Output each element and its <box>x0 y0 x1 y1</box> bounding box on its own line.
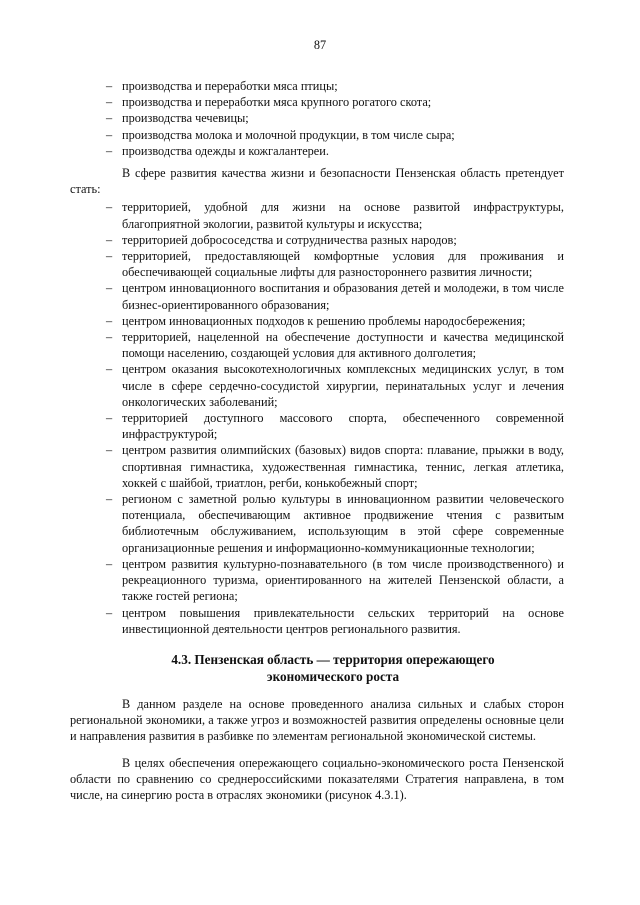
list-item: – центром инновационных подходов к решению проблемы народосбережения; <box>106 313 526 328</box>
body-paragraph-2: В целях обеспечения опережающего социально-экономического роста Пензенской области по сравнению со среднероссийскими показателями Стратегия направлена, в том числе, на синергию роста в отраслях экономики (рисунок 4.3.1). <box>70 755 564 802</box>
dash-marker: – <box>106 232 113 247</box>
section-heading-line-2: экономического роста <box>266 669 400 685</box>
dash-marker: – <box>106 411 113 426</box>
list-item: – производства одежды и кожгалантереи. <box>106 143 329 158</box>
list-item: – центром развития олимпийских (базовых) видов спорта: плавание, прыжки в воду, спортивная гимнастика, художественная гимнастика, теннис, легкая атлетика, хоккей с шайбой, триатлон, регби, конькобежный спорт; <box>106 443 564 490</box>
list-item: – территорией добрососедства и сотрудничества разных народов; <box>106 232 457 247</box>
list-item: – производства молока и молочной продукции, в том числе сыра; <box>106 127 455 142</box>
dash-marker: – <box>106 143 113 158</box>
list-item: – центром развития культурно-познавательного (в том числе производственного) и рекреационного туризма, ориентированного на жителей Пензенской области, а также гостей региона; <box>106 556 564 604</box>
dash-marker: – <box>106 556 113 571</box>
dash-marker: – <box>106 200 113 215</box>
quality-of-life-list <box>102 199 564 636</box>
dash-marker: – <box>106 249 113 264</box>
dash-marker: – <box>106 492 113 507</box>
page-number: 87 <box>313 38 327 52</box>
dash-marker: – <box>106 281 113 296</box>
list-item: – территорией, предоставляющей комфортные условия для проживания и обеспечивающей социальные лифты для разностороннего развития личности; <box>106 249 564 280</box>
list-item: – центром инновационного воспитания и образования детей и молодежи, в том числе бизнес-ориентированного образования; <box>106 281 564 312</box>
list-item: – производства чечевицы; <box>106 111 249 126</box>
dash-marker: – <box>106 443 113 458</box>
list-item: – центром оказания высокотехнологичных комплексных медицинских услуг, в том числе в сфере сердечно-сосудистой хирургии, перинатальных услуг и лечения онкологических заболеваний; <box>106 362 564 409</box>
list-item: – территорией, удобной для жизни на основе развитой инфраструктуры, благоприятной экологии, развитой культуры и искусства; <box>106 200 564 231</box>
list-item: – территорией, нацеленной на обеспечение доступности и качества медицинской помощи населению, создающей условия для активного долголетия; <box>106 330 564 361</box>
list-item: – производства и переработки мяса птицы; <box>106 79 338 93</box>
list-item: – производства и переработки мяса крупного рогатого скота; <box>106 95 432 110</box>
dash-marker: – <box>106 95 113 110</box>
dash-marker: – <box>106 362 113 377</box>
page-content <box>70 78 564 803</box>
dash-marker: – <box>106 605 113 620</box>
section-heading <box>102 651 564 686</box>
dash-marker: – <box>106 79 113 93</box>
dash-marker: – <box>106 330 113 345</box>
intro-paragraph: В сфере развития качества жизни и безопасности Пензенская область претендует стать: <box>70 166 564 197</box>
production-list <box>102 78 564 159</box>
list-item: – центром повышения привлекательности сельских территорий на основе инвестиционной деятельности центров регионального развития. <box>106 605 564 636</box>
list-item: – регионом с заметной ролью культуры в инновационном развитии человеческого потенциала, обеспечивающим активное продвижение чтения с развитым библиотечным обслуживанием, использующим в этой сфере современные организационные решения и информационно-коммуникационные технологии; <box>106 492 564 555</box>
dash-marker: – <box>106 313 113 328</box>
dash-marker: – <box>106 127 113 142</box>
body-paragraph-1: В данном разделе на основе проведенного анализа сильных и слабых сторон региональной экономики, а также угроз и возможностей развития определены основные цели и направления развития в разбивке по элементам региональной экономической системы. <box>70 696 564 744</box>
dash-marker: – <box>106 111 113 126</box>
list-item: – территорией доступного массового спорта, обеспеченного современной инфраструктурой; <box>106 411 564 442</box>
section-heading-line-1: 4.3. Пензенская область — территория опережающего <box>171 651 495 667</box>
